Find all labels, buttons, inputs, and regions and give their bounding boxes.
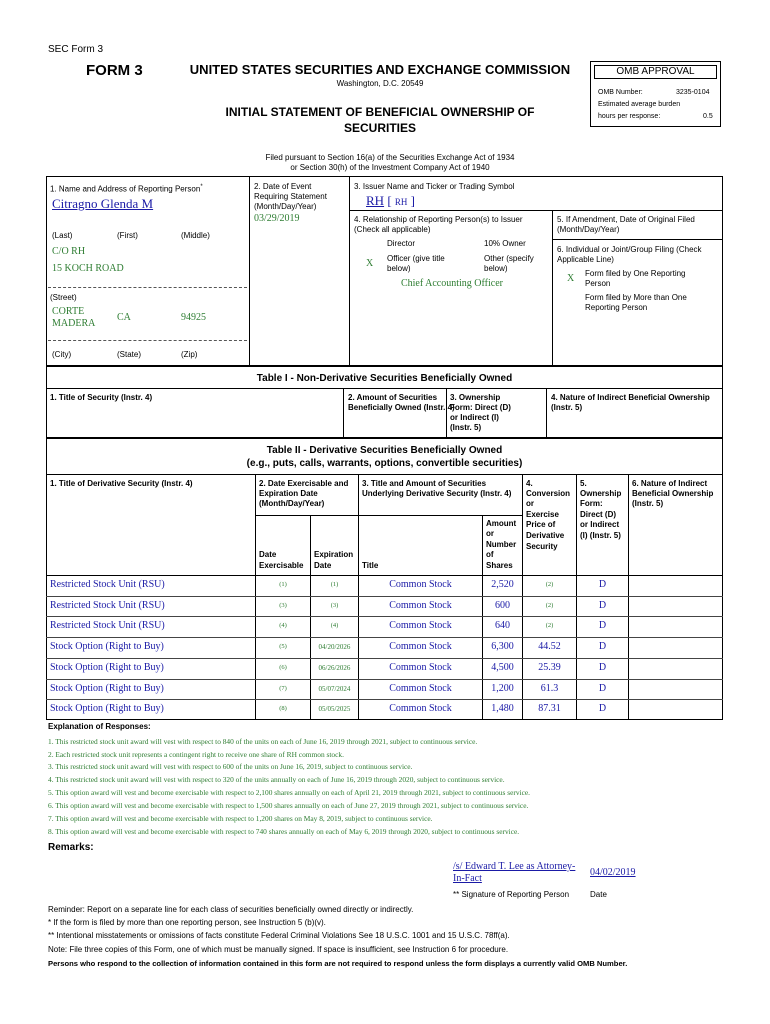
exercise-price: (2) — [545, 601, 554, 609]
box5-label-1: 5. If Amendment, Date of Original Filed — [557, 215, 695, 224]
table1-col3-2: Form: Direct (D) — [450, 403, 511, 412]
derivative-title: Restricted Stock Unit (RSU) — [50, 579, 165, 590]
date-label: Date — [590, 890, 607, 899]
table2-col4-5: Price of — [526, 520, 556, 529]
underlying-title: Common Stock — [389, 682, 452, 694]
remarks-title: Remarks: — [48, 842, 94, 853]
underlying-amount: 1,200 — [491, 682, 514, 694]
other-label-2: below) — [484, 264, 508, 273]
derivative-title: Stock Option (Right to Buy) — [50, 661, 164, 673]
underlying-title: Common Stock — [389, 620, 452, 632]
table2-underlying-title: Title — [362, 561, 379, 570]
exercise-price: (2) — [545, 581, 554, 588]
box6-label-1: 6. Individual or Joint/Group Filing (Check — [557, 245, 702, 254]
table2-col6-2: Beneficial Ownership — [632, 489, 714, 498]
table1-col1: 1. Title of Security (Instr. 4) — [50, 393, 153, 402]
reporting-person-name[interactable]: Citragno Glenda M — [52, 196, 154, 211]
statement-title-1: INITIAL STATEMENT OF BENEFICIAL OWNERSHIP OF — [225, 105, 535, 119]
box3-label: 3. Issuer Name and Ticker or Trading Symbol — [354, 182, 515, 191]
omb-number-value: 3235-0104 — [676, 89, 710, 96]
ownership-form: D — [598, 641, 607, 653]
footnote-6: 6. This option award will vest and become exercisable with respect to 1,500 shares annually on each of June 27, 2019 through 2021, subject to continuous service. — [48, 801, 529, 810]
derivative-title: Restricted Stock Unit (RSU) — [50, 620, 165, 632]
date-exercisable: (1) — [279, 581, 287, 588]
more-person-label-1: Form filed by More than One — [585, 293, 687, 302]
table1-col3-3: or Indirect (I) — [450, 413, 499, 422]
table1-col3-4: (Instr. 5) — [450, 423, 482, 432]
one-person-label-1: Form filed by One Reporting — [585, 269, 686, 278]
commission-title: UNITED STATES SECURITIES AND EXCHANGE COMMISSION — [189, 62, 571, 77]
box2-label-3: (Month/Day/Year) — [254, 202, 317, 211]
middle-label: (Middle) — [181, 231, 210, 240]
table2-amount-2: or — [486, 529, 494, 538]
omb-hours-value: 0.5 — [703, 113, 713, 120]
table2-col5-3: Form: — [580, 499, 603, 508]
table2-col2-3: (Month/Day/Year) — [259, 499, 325, 508]
filed-line-2: or Section 30(h) of the Investment Company Act of 1940 — [290, 163, 490, 172]
footer-line-4: Note: File three copies of this Form, one of which must be manually signed. If space is insufficient, see Instruction 6 for procedure. — [48, 945, 509, 954]
officer-title: Chief Accounting Officer — [400, 278, 503, 289]
footnote-3: 3. This restricted stock unit award will vest with respect to 600 of the units on June 16, 2019, subject to continuous service. — [48, 762, 413, 771]
date-exercisable: (7) — [279, 684, 287, 692]
underlying-title: Common Stock — [389, 641, 452, 653]
table1-col4-2: (Instr. 5) — [551, 403, 583, 412]
one-person-check-mark[interactable]: X — [567, 273, 575, 284]
zip-label: (Zip) — [181, 350, 198, 359]
ownership-form: D — [598, 620, 607, 632]
explanation-title: Explanation of Responses: — [48, 722, 151, 731]
omb-hours-label: hours per response: — [598, 113, 661, 120]
ownership-form: D — [598, 703, 607, 715]
table2-col4-1: 4. — [526, 479, 533, 488]
street-label: (Street) — [50, 293, 77, 302]
exercise-price: 87.31 — [538, 703, 561, 715]
expiration-date: (3) — [330, 601, 339, 609]
table1-col4-1: 4. Nature of Indirect Beneficial Ownership — [551, 393, 710, 402]
signature-date: 04/02/2019 — [590, 867, 636, 878]
table2-expiration-1: Expiration — [314, 550, 354, 559]
expiration-date: (1) — [330, 581, 339, 588]
footer-line-2: * If the form is filed by more than one reporting person, see Instruction 5 (b)(v). — [48, 918, 326, 927]
derivative-title: Stock Option (Right to Buy) — [50, 682, 164, 694]
table2-amount-4: of — [486, 550, 494, 559]
exercise-price: 61.3 — [540, 682, 559, 694]
underlying-title: Common Stock — [389, 661, 452, 673]
ownership-form: D — [598, 579, 607, 590]
footnote-8: 8. This option award will vest and become exercisable with respect to 740 shares annually on each of May 6, 2019 through 2020, subject to continuous service. — [48, 827, 520, 836]
city-value-2: MADERA — [52, 318, 96, 329]
table2-col3-2: Underlying Derivative Security (Instr. 4) — [362, 489, 512, 498]
officer-label-2: below) — [387, 264, 411, 273]
table2-expiration-2: Date — [314, 561, 332, 570]
underlying-amount: 1,480 — [491, 703, 514, 715]
form-title: FORM 3 — [86, 62, 143, 79]
table2-col5-6: (I) (Instr. 5) — [580, 531, 621, 540]
table2-col4-7: Security — [526, 542, 558, 551]
box2-label-2: Requiring Statement — [254, 192, 327, 201]
table2-title-1: Table II - Derivative Securities Beneficially Owned — [266, 445, 503, 456]
date-exercisable: (5) — [279, 643, 287, 651]
box5-label-2: (Month/Day/Year) — [557, 225, 620, 234]
footnote-5: 5. This option award will vest and become exercisable with respect to 2,100 shares annually on each of April 21, 2019 through 2021, subject to continuous service. — [48, 788, 530, 797]
derivative-title: Restricted Stock Unit (RSU) — [50, 599, 165, 611]
underlying-amount: 6,300 — [491, 641, 514, 653]
box2-label-1: 2. Date of Event — [254, 182, 312, 191]
table2-amount-5: Shares — [486, 561, 513, 570]
table2-amount-3: Number — [486, 540, 517, 549]
date-exercisable: (8) — [279, 705, 287, 713]
ownership-form: D — [598, 682, 607, 694]
table2-col1: 1. Title of Derivative Security (Instr. 4) — [50, 479, 193, 488]
table2-col6-3: (Instr. 5) — [632, 499, 664, 508]
date-exercisable: (6) — [279, 663, 287, 671]
state-label: (State) — [117, 350, 142, 359]
address-line-1: C/O RH — [52, 246, 86, 257]
filed-line-1: Filed pursuant to Section 16(a) of the Securities Exchange Act of 1934 — [265, 153, 515, 162]
footer-line-5: Persons who respond to the collection of information contained in this form are not required to respond unless the form displays a currently valid OMB Number. — [48, 959, 628, 968]
one-person-label-2: Person — [585, 279, 611, 288]
underlying-amount: 600 — [495, 599, 510, 611]
table2-col5-2: Ownership — [580, 489, 622, 498]
footnote-4: 4. This restricted stock unit award will vest with respect to 320 of the units annually on each of June 16, 2019 through 2020, subject to continuous service. — [48, 775, 505, 784]
footer-line-3: ** Intentional misstatements or omissions of facts constitute Federal Criminal Violations See 18 U.S.C. 1001 and 15 U.S.C. 78ff(a). — [48, 931, 510, 940]
signature-label: ** Signature of Reporting Person — [453, 890, 570, 899]
issuer-name: RH [ RH ] — [366, 193, 416, 208]
exercise-price: 44.52 — [538, 641, 561, 653]
box1-label: 1. Name and Address of Reporting Person* — [50, 184, 203, 194]
underlying-title: Common Stock — [389, 599, 452, 611]
table2-col2-2: Expiration Date — [259, 489, 318, 498]
table2-date-exercisable-1: Date — [259, 550, 277, 559]
table2-col5-4: Direct (D) — [580, 510, 617, 519]
other-label-1: Other (specify — [484, 254, 534, 263]
table2-title-2: (e.g., puts, calls, warrants, options, convertible securities) — [246, 458, 523, 469]
address-line-2: 15 KOCH ROAD — [52, 263, 124, 274]
commission-location: Washington, D.C. 20549 — [336, 79, 424, 88]
omb-title: OMB APPROVAL — [616, 66, 695, 77]
derivative-title: Stock Option (Right to Buy) — [50, 703, 164, 715]
footnote-1: 1. This restricted stock unit award will vest with respect to 840 of the units on each of June 16, 2019 through 2021, subject to continuous service. — [48, 737, 478, 746]
exercise-price: (2) — [545, 622, 554, 630]
event-date: 03/29/2019 — [254, 213, 300, 224]
state-value: CA — [117, 312, 131, 323]
footnote-7: 7. This option award will vest and become exercisable with respect to 1,200 shares on May 8, 2019, subject to continuous service. — [48, 814, 433, 823]
expiration-date: 05/07/2024 — [318, 684, 351, 693]
last-label: (Last) — [52, 231, 73, 240]
table1-col2-1: 2. Amount of Securities — [348, 393, 438, 402]
table2-col4-4: Exercise — [526, 510, 559, 519]
underlying-amount: 640 — [495, 620, 510, 632]
expiration-date: 05/05/2025 — [318, 705, 351, 714]
underlying-amount: 4,500 — [491, 661, 514, 673]
footnote-2: 2. Each restricted stock unit represents a contingent right to receive one share of RH common stock. — [48, 750, 344, 759]
more-person-label-2: Reporting Person — [585, 303, 648, 312]
table1-title: Table I - Non-Derivative Securities Beneficially Owned — [256, 373, 513, 384]
officer-check-mark[interactable]: X — [366, 258, 374, 269]
table2-col4-6: Derivative — [526, 531, 565, 540]
expiration-date: 04/20/2026 — [318, 643, 351, 652]
table2-col6-1: 6. Nature of Indirect — [632, 479, 708, 488]
table2-col4-3: or — [526, 499, 534, 508]
zip-value: 94925 — [181, 312, 206, 323]
exercise-price: 25.39 — [538, 661, 561, 673]
table2-col5-1: 5. — [580, 479, 587, 488]
ownership-form: D — [598, 599, 607, 611]
city-value-1: CORTE — [52, 306, 85, 317]
table1-col3-1: 3. Ownership — [450, 393, 501, 402]
omb-number-label: OMB Number: — [598, 89, 643, 96]
table2-col2-1: 2. Date Exercisable and — [259, 479, 349, 488]
first-label: (First) — [117, 231, 138, 240]
table2-amount-1: Amount — [486, 519, 517, 528]
table2-col5-5: or Indirect — [580, 520, 620, 529]
ownership-form: D — [598, 661, 607, 673]
box4-label-2: (Check all applicable) — [354, 225, 431, 234]
underlying-title: Common Stock — [389, 703, 452, 715]
date-exercisable: (4) — [279, 622, 287, 630]
underlying-amount: 2,520 — [491, 579, 514, 590]
underlying-title: Common Stock — [389, 579, 452, 590]
sec-form-label: SEC Form 3 — [48, 44, 104, 55]
box6-label-2: Applicable Line) — [557, 255, 614, 264]
table2-date-exercisable-2: Exercisable — [259, 561, 304, 570]
officer-label-1: Officer (give title — [387, 254, 445, 263]
expiration-date: 06/26/2026 — [318, 663, 351, 672]
date-exercisable: (3) — [279, 601, 287, 609]
table2-col3-1: 3. Title and Amount of Securities — [362, 479, 487, 488]
omb-burden-label: Estimated average burden — [598, 101, 681, 108]
table1-col2-2: Beneficially Owned (Instr. 4) — [348, 403, 455, 412]
director-label: Director — [387, 239, 416, 248]
footer-reminder: Reminder: Report on a separate line for each class of securities beneficially owned directly or indirectly. — [48, 905, 414, 914]
derivative-title: Stock Option (Right to Buy) — [50, 641, 164, 653]
box4-label-1: 4. Relationship of Reporting Person(s) to Issuer — [354, 215, 523, 224]
signature: /s/ Edward T. Lee as Attorney- In-Fact — [453, 861, 576, 884]
ten-pct-owner-label: 10% Owner — [484, 239, 526, 248]
statement-title-2: SECURITIES — [343, 121, 416, 135]
city-label: (City) — [52, 350, 72, 359]
table2-col4-2: Conversion — [526, 489, 571, 498]
expiration-date: (4) — [330, 622, 339, 630]
